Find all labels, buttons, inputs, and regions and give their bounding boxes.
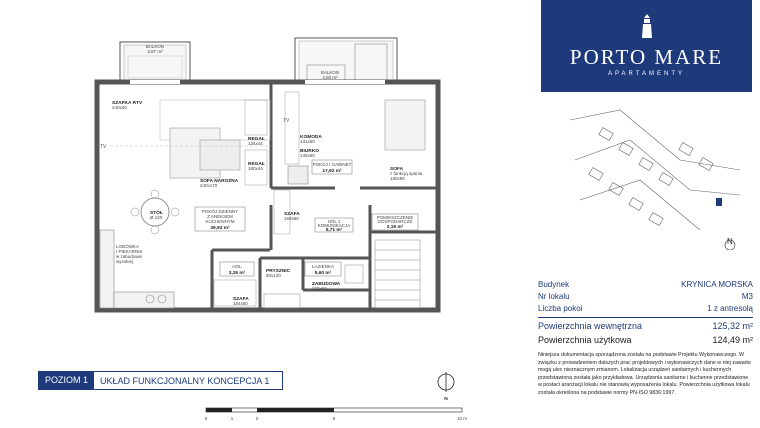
tv-cabinet-dims: 240x40 [112,105,127,110]
tv-label-office: TV [283,118,290,124]
shelf1-name: REGAŁ [248,137,265,142]
compass-map-north: N [727,237,733,246]
office-room [283,92,425,184]
corner-sofa-name: SOFA NAROŻNA [200,179,239,184]
hall-name: HOL [232,264,242,269]
wardrobe2-name: SZAFA [233,297,249,302]
tv-label-left: TV [100,144,107,150]
sofa-name: SOFA [390,167,404,172]
unit-row [538,292,753,304]
lighthouse-icon [640,14,654,38]
balcony-right-name: BALKON [320,70,340,75]
usable-area-row [538,335,753,349]
divider [538,317,753,318]
bathroom-area-value: 5,60 m² [314,271,332,276]
desk-dims: 140x60 [300,153,315,158]
disclaimer-notes: Niniejsza dokumentacja sporządzona została na podstawie Projektu Wykonawczego. W związku z prowadzeniem dalszych prac projektowych i wykonawczych dane w niej zawarte mogą ulec nieznacznym zmianom. Lokalizacja urządzeń sanitarnych i kuchennych przedstawiona została jako przykładowa. Urządzenia sanitarne i kuchenne przedstawione w postaci aranżacji lokalu nie stanowią wyposażenia lokalu. Powierzchnia użytkowa lokalu została określona na podstawie normy PN-ISO 9836:1997. [538,352,751,396]
level-badge: POZIOM 1 [39,372,94,389]
desk-name: BIURKO [300,149,319,154]
wardrobe2-dims: 184x60 [233,301,248,306]
unit-value: M3 [741,292,753,301]
level-title: UKŁAD FUNKCJONALNY KONCEPCJA 1 [100,375,270,386]
built-in-name: ZABUDOWA [312,282,341,287]
rooms-row [538,304,753,316]
hall1-sub: KOMUNIKACJA [317,223,351,228]
building-row [538,280,753,292]
living-room-line2: Z ANEKSEM [207,214,233,219]
shelf2-dims: 180x44 [248,166,263,171]
usable-area-value: 124,49 m² [712,335,753,345]
brand-name: PORTO MARE [569,45,724,69]
inner-area-value: 125,32 m² [712,321,753,331]
utility-line1: POMIESZCZENIE [376,215,414,220]
inner-area-label: Powierzchnia wewnętrzna [538,321,643,331]
level-banner [38,371,283,390]
building-value: KRYNICA MORSKA [681,280,753,289]
fridge-label-2: I PIEKARNIK [116,249,143,254]
scale-5: 5 [332,416,336,421]
built-in-dims: 220x60 [312,286,327,291]
brand-subtitle: APARTAMENTY [607,71,685,77]
building-marker [716,198,722,206]
utility-area: 2,19 m² [386,225,404,230]
balcony-left [120,42,190,82]
fridge-label-4: wysokiej [116,259,134,264]
scale-2: 2 [255,416,259,421]
balcony-right [295,38,397,82]
shower-name: PRYSZNIC [266,269,291,274]
table-dims: Ø 120 [150,215,163,220]
fridge-label-1: LODÓWKA [116,244,140,249]
fridge-label-3: w zabudowie [116,254,143,259]
brand-logo [541,0,752,92]
scale-1: 1 [230,416,234,421]
kitchen [100,230,174,308]
wardrobe1-dims: 160x60 [284,216,299,221]
compass-plan [438,372,454,402]
bathroom-area [214,262,363,308]
office-area: 17,92 m² [322,169,342,174]
corner-sofa-dims: 240x170 [200,183,218,188]
shelf2-name: REGAŁ [248,162,265,167]
balcony-left-name: BALKON [145,44,165,49]
site-map [560,100,750,250]
inner-area-row [538,321,753,335]
stairs [375,240,420,308]
table-name: STÓŁ [150,211,163,216]
shelf1-dims: 134x44 [248,141,263,146]
scale-bar [205,408,468,421]
balcony-right-area: 4,50 m² [322,75,338,80]
living-room-line1: POKÓJ DZIENNY [201,209,239,214]
compass-plan-north: N [444,397,448,402]
tv-cabinet-name: SZAFKA RTV [112,101,143,106]
scale-0: 0 [204,416,208,421]
building-label: Budynek [538,280,570,289]
unit-info [538,280,753,349]
sofa-dims: 180x90 [390,176,405,181]
usable-area-label: Powierzchnia użytkowa [538,335,632,345]
utility-line2: GOSPODARCZE [377,219,413,224]
living-room [100,100,271,234]
hall-area-value: 3,26 m² [228,271,246,276]
rooms-value: 1 z antresolą [707,304,753,313]
shower-dims: 80x120 [266,273,281,278]
scale-10: 10 m [456,416,468,421]
office-name: POKÓJ / GABINET [312,162,352,167]
living-room-line3: KUCHENNYM [205,219,235,224]
wardrobe1-name: SZAFA [284,212,300,217]
dresser-name: KOMODA [300,135,322,140]
hall1-area: 5,71 m² [325,228,343,233]
unit-label: Nr lokalu [538,292,570,301]
sofa-sub: z funkcją spania [390,171,423,176]
hall1-name: HOL 1 [327,219,341,224]
balcony-left-area: 3,87 m² [147,49,163,54]
rooms-label: Liczba pokoi [538,304,583,313]
dresser-dims: 131x60 [300,139,315,144]
living-room-area: 39,93 m² [210,226,230,231]
bathroom-name: ŁAZIENKA [312,264,334,269]
